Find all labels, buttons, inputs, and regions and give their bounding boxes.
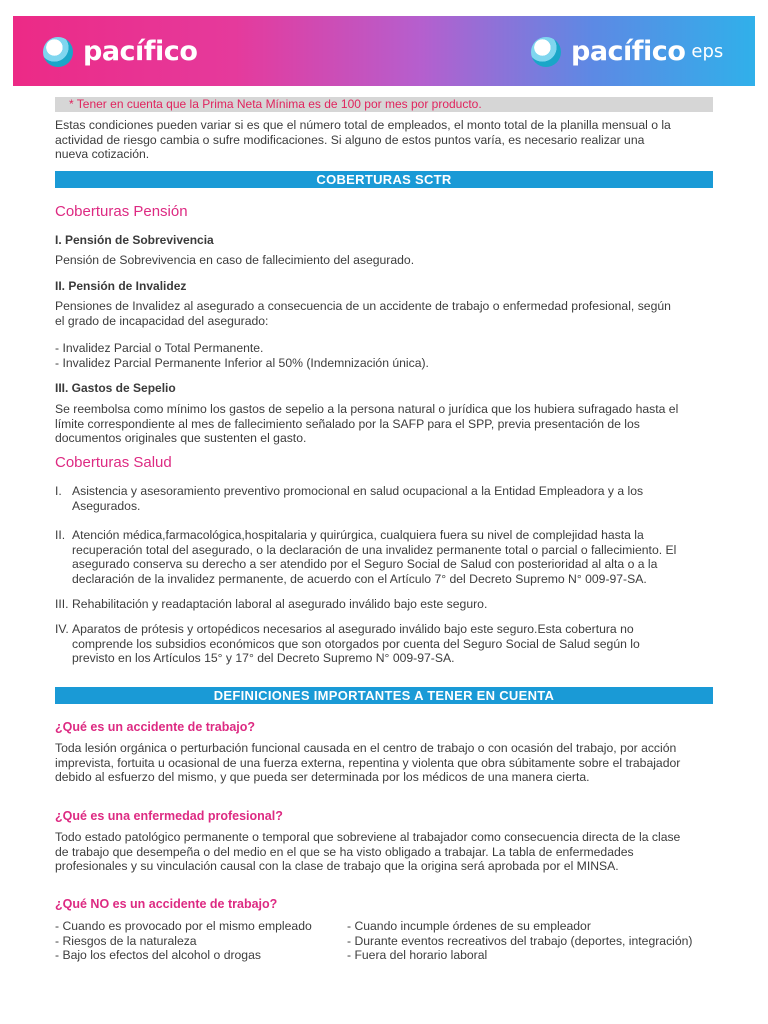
pacifico-eps-logo [531,36,723,67]
sobrevivencia-text: Pensión de Sobrevivencia en caso de fallecimiento del asegurado. [55,253,415,267]
header-banner [13,16,755,86]
salud-line: Asegurados. [72,498,141,513]
conditions-line: actividad de riesgo cambia o sufre modificaciones. Si alguno de estos puntos varía, es necesario realizar una [55,132,645,147]
salud-item-text [72,528,715,586]
no-accidente-question: ¿Qué NO es un accidente de trabajo? [55,897,278,911]
invalidez-list [55,341,715,370]
salud-line: recuperación total del asegurado, o la declaración de una invalidez permanente total o parcial o fallecimiento. El [72,542,677,557]
section-definiciones: DEFINICIONES IMPORTANTES A TENER EN CUENTA [55,687,713,704]
sobrevivencia-title: I. Pensión de Sobrevivencia [55,233,214,247]
logo-right-text: pacífico [571,36,686,67]
conditions-paragraph [55,118,715,162]
list-item: - Cuando es provocado por el mismo empleado [55,919,312,933]
invalidez-line: Pensiones de Invalidez al asegurado a consecuencia de un accidente de trabajo o enfermedad profesional, según [55,299,671,313]
list-item: - Bajo los efectos del alcohol o drogas [55,948,261,962]
salud-item-1 [55,484,715,514]
enfermedad-line: Todo estado patológico permanente o temporal que sobreviene al trabajador como consecuencia directa de la clase [55,830,681,844]
invalidez-paragraph [55,299,715,328]
conditions-line: Estas condiciones pueden variar si es que el número total de empleados, el monto total de la planilla mensual o la [55,118,671,132]
salud-line: previsto en los Artículos 15° y 17° del Decreto Supremo N° 009-97-SA. [72,651,455,665]
logo-left-text: pacífico [83,36,198,67]
list-item: - Invalidez Parcial Permanente Inferior al 50% (Indemnización única). [55,355,429,370]
salud-line: Asistencia y asesoramiento preventivo promocional en salud ocupacional a la Entidad Empleadora y a los [72,484,644,498]
salud-line: declaración de la invalidez permanente, de acuerdo con el Artículo 7° del Decreto Supremo N° 009-97-SA. [72,571,647,586]
pacifico-logo [43,36,197,67]
list-item: - Invalidez Parcial o Total Permanente. [55,341,264,355]
accidente-line: debido al esfuerzo del mismo, y que pueda ser determinada por los médicos de una manera cierta. [55,770,590,784]
coberturas-salud-title: Coberturas Salud [55,454,172,471]
list-item: - Fuera del horario laboral [347,948,488,962]
salud-item-number: III. [55,597,69,611]
accidente-line: Toda lesión orgánica o perturbación funcional causada en el centro de trabajo o con ocasión del trabajo, por acción [55,741,677,755]
sepelio-line: límite correspondiente al mes de fallecimiento señalado por la SAFP para el SPP, previa presentación de los [55,416,640,431]
enfermedad-line: profesionales y su vinculación causal con la clase de trabajo que la origina será aprobada por el MINSA. [55,859,619,873]
sepelio-paragraph [55,402,715,446]
salud-item-4 [55,622,715,667]
salud-item-3 [55,597,715,613]
pacifico-logo-icon [43,37,73,67]
list-item: - Riesgos de la naturaleza [55,933,197,948]
coberturas-pension-title: Coberturas Pensión [55,203,188,220]
no-accidente-right-list [347,919,693,963]
salud-line: Rehabilitación y readaptación laboral al asegurado inválido bajo este seguro. [72,597,488,611]
pacifico-eps-logo-icon [531,37,561,67]
enfermedad-line: de trabajo que desempeña o del medio en el que se ha visto obligado a trabajar. La tabla de enfermedades [55,844,634,859]
enfermedad-question: ¿Qué es una enfermedad profesional? [55,809,283,823]
salud-item-number: IV. [55,622,69,636]
salud-line: comprende los subsidios económicos que son otorgados por cuenta del Seguro Social de Salud según lo [72,636,640,651]
salud-line: Aparatos de prótesis y ortopédicos necesarios al asegurado inválido bajo este seguro.Esta cobertura no [72,622,634,636]
enfermedad-paragraph [55,830,715,874]
salud-line: asegurado conserva su derecho a ser atendido por el Seguro Social de Salud con posterioridad al alta o a la [72,557,658,571]
sepelio-title: III. Gastos de Sepelio [55,381,176,395]
accidente-question: ¿Qué es un accidente de trabajo? [55,720,256,734]
logo-right-suffix: eps [691,41,724,62]
invalidez-line: el grado de incapacidad del asegurado: [55,313,269,328]
minimum-premium-note: * Tener en cuenta que la Prima Neta Mínima es de 100 por mes por producto. [55,97,713,112]
sepelio-line: Se reembolsa como mínimo los gastos de sepelio a la persona natural o jurídica que los hubiera sufragado hasta el [55,402,679,416]
salud-item-number: I. [55,484,62,498]
salud-item-text [72,484,715,513]
salud-item-text [72,622,715,666]
conditions-line: nueva cotización. [55,147,150,161]
salud-item-number: II. [55,528,66,542]
list-item: - Cuando incumple órdenes de su empleador [347,919,591,933]
list-item: - Durante eventos recreativos del trabajo (deportes, integración) [347,933,693,948]
sepelio-line: documentos originales que sustenten el gasto. [55,431,307,445]
accidente-paragraph [55,741,715,785]
salud-line: Atención médica,farmacológica,hospitalaria y quirúrgica, cualquiera fuera su nivel de complejidad hasta la [72,528,644,542]
invalidez-title: II. Pensión de Invalidez [55,279,187,293]
accidente-line: imprevista, fortuita u ocasional de una fuerza externa, repentina y violenta que obra súbitamente sobre el trabajador [55,755,681,770]
no-accidente-left-list [55,919,312,963]
salud-item-2 [55,528,715,588]
salud-item-text [72,597,715,612]
section-coberturas-sctr: COBERTURAS SCTR [55,171,713,188]
